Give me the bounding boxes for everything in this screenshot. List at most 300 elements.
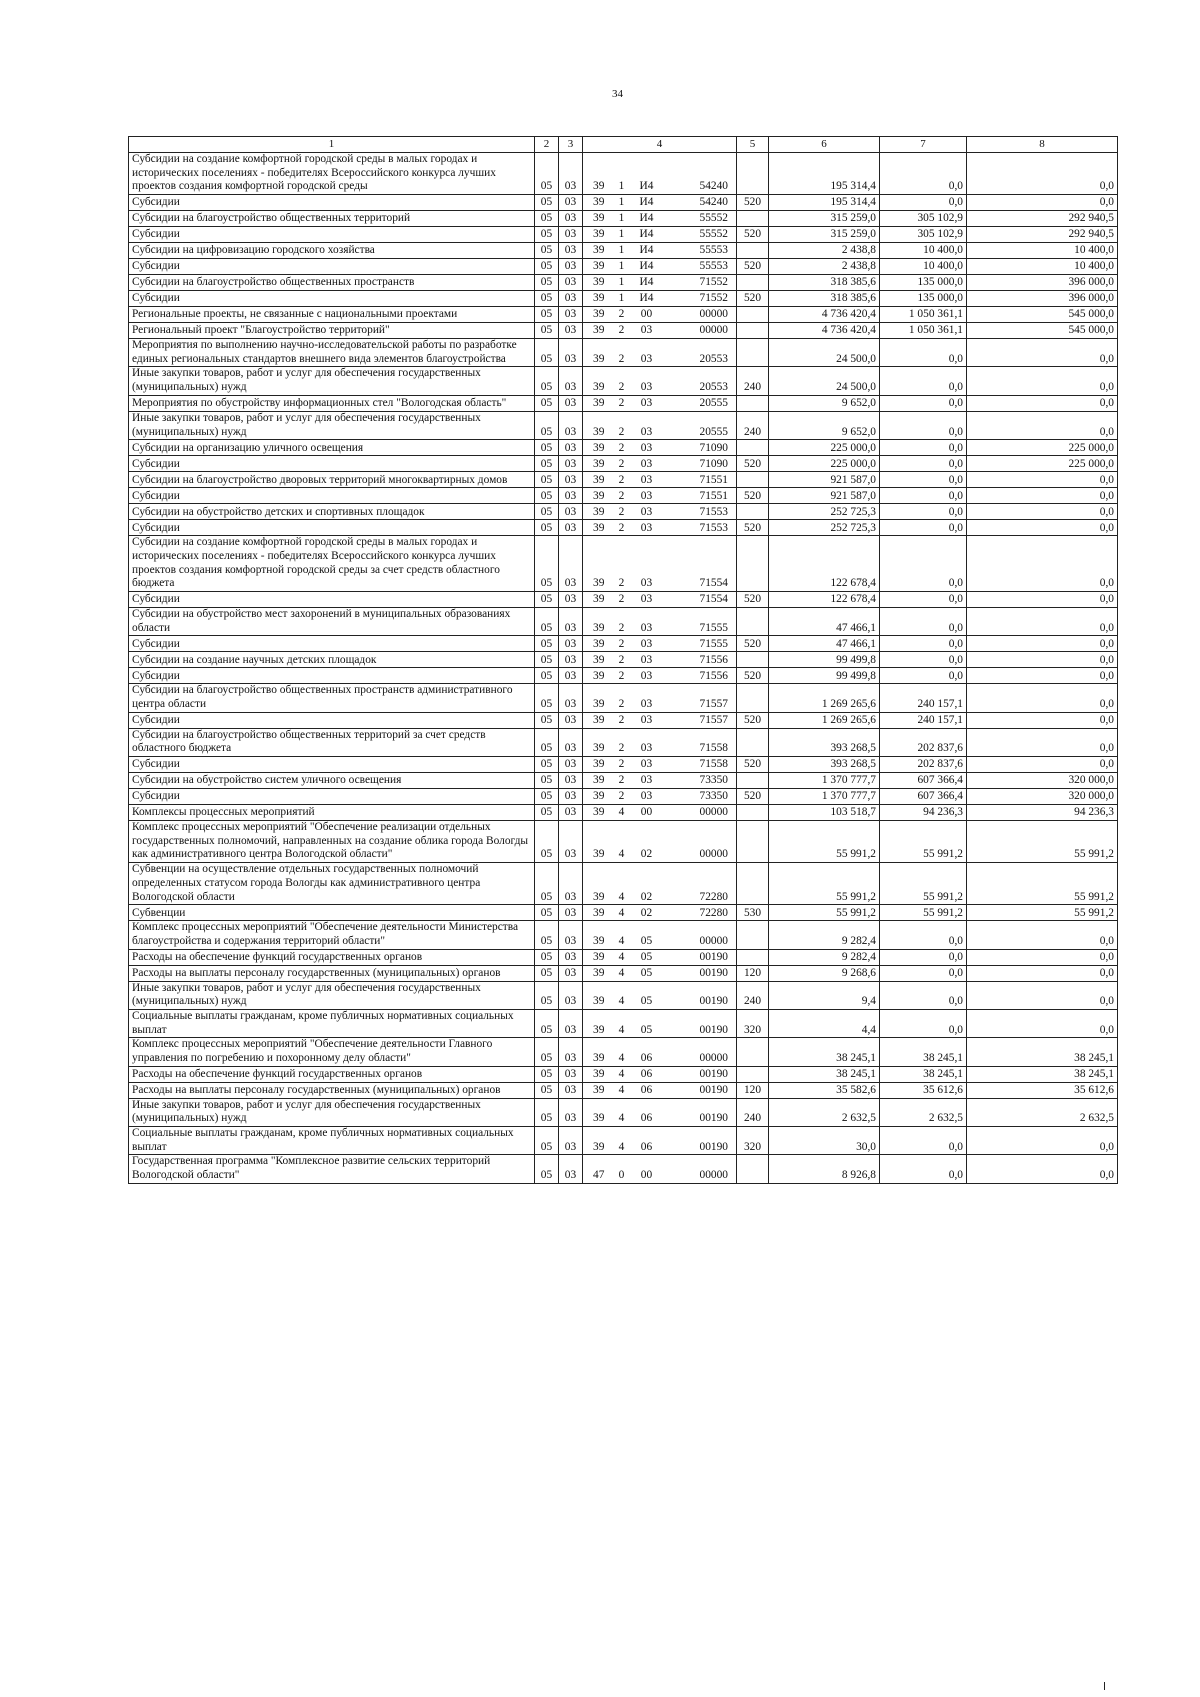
cell-subprogram: 2 [611,591,633,607]
cell-subprogram: 4 [611,965,633,981]
cell-podrazdel: 03 [559,636,583,652]
cell-amount-3: 0,0 [967,367,1118,395]
cell-amount-1: 315 259,0 [769,227,880,243]
cell-direction: 71558 [661,728,737,756]
cell-direction: 71557 [661,712,737,728]
cell-amount-3: 0,0 [967,195,1118,211]
table-row [129,488,1118,504]
scan-edge-mark [1104,1682,1105,1690]
cell-program: 39 [583,259,611,275]
cell-project: 06 [633,1098,661,1126]
cell-amount-2: 0,0 [880,504,967,520]
table-row [129,921,1118,949]
cell-project: 02 [633,821,661,863]
cell-amount-3: 0,0 [967,712,1118,728]
cell-razdel: 05 [535,965,559,981]
cell-subprogram: 4 [611,1066,633,1082]
cell-razdel: 05 [535,591,559,607]
cell-amount-3: 292 940,5 [967,227,1118,243]
cell-expense-type [737,440,769,456]
cell-subprogram: 4 [611,1038,633,1066]
row-name: Комплекс процессных мероприятий "Обеспечение реализации отдельных государственных полномочий, направленных на создание облика города Вологды как административного центра Вологодской области" [129,821,535,863]
cell-podrazdel: 03 [559,339,583,367]
cell-direction: 20555 [661,395,737,411]
cell-program: 39 [583,668,611,684]
row-name: Расходы на обеспечение функций государственных органов [129,949,535,965]
cell-podrazdel: 03 [559,259,583,275]
cell-expense-type: 530 [737,905,769,921]
cell-amount-3: 0,0 [967,921,1118,949]
cell-expense-type: 520 [737,227,769,243]
table-row [129,773,1118,789]
cell-amount-1: 47 466,1 [769,636,880,652]
cell-program: 39 [583,821,611,863]
cell-podrazdel: 03 [559,921,583,949]
table-row [129,520,1118,536]
cell-amount-2: 0,0 [880,949,967,965]
cell-amount-2: 0,0 [880,981,967,1009]
cell-program: 39 [583,949,611,965]
cell-direction: 00190 [661,965,737,981]
cell-program: 39 [583,395,611,411]
cell-razdel: 05 [535,636,559,652]
cell-project: 03 [633,757,661,773]
table-row [129,456,1118,472]
row-name: Субсидии [129,591,535,607]
cell-program: 39 [583,965,611,981]
header-cell: 2 [535,137,559,153]
table-row [129,440,1118,456]
cell-project: И4 [633,153,661,195]
cell-amount-2: 1 050 361,1 [880,323,967,339]
cell-razdel: 05 [535,411,559,439]
row-name: Государственная программа "Комплексное развитие сельских территорий Вологодской области" [129,1155,535,1183]
row-name: Субсидии на создание научных детских площадок [129,652,535,668]
row-name: Субвенции на осуществление отдельных государственных полномочий определенных статусом города Вологды как административного центра Вологодской области [129,863,535,905]
cell-amount-2: 0,0 [880,1127,967,1155]
row-name: Социальные выплаты гражданам, кроме публичных нормативных социальных выплат [129,1127,535,1155]
cell-program: 39 [583,636,611,652]
cell-razdel: 05 [535,712,559,728]
cell-project: И4 [633,259,661,275]
table-row [129,712,1118,728]
cell-podrazdel: 03 [559,789,583,805]
cell-direction: 00190 [661,1066,737,1082]
row-name: Расходы на выплаты персоналу государственных (муниципальных) органов [129,1082,535,1098]
row-name: Региональные проекты, не связанные с национальными проектами [129,307,535,323]
cell-amount-2: 0,0 [880,395,967,411]
cell-direction: 00190 [661,981,737,1009]
cell-podrazdel: 03 [559,243,583,259]
cell-subprogram: 4 [611,821,633,863]
cell-amount-2: 0,0 [880,195,967,211]
cell-amount-1: 2 438,8 [769,243,880,259]
cell-expense-type: 520 [737,668,769,684]
cell-program: 39 [583,291,611,307]
row-name: Субсидии [129,488,535,504]
cell-razdel: 05 [535,395,559,411]
cell-expense-type: 320 [737,1009,769,1037]
cell-amount-1: 30,0 [769,1127,880,1155]
cell-razdel: 05 [535,504,559,520]
cell-amount-3: 38 245,1 [967,1066,1118,1082]
cell-razdel: 05 [535,275,559,291]
cell-subprogram: 2 [611,636,633,652]
cell-amount-1: 24 500,0 [769,367,880,395]
cell-direction: 55553 [661,243,737,259]
cell-expense-type: 520 [737,291,769,307]
table-row [129,411,1118,439]
cell-razdel: 05 [535,921,559,949]
cell-razdel: 05 [535,307,559,323]
cell-razdel: 05 [535,1066,559,1082]
cell-razdel: 05 [535,652,559,668]
cell-razdel: 05 [535,607,559,635]
cell-amount-3: 396 000,0 [967,275,1118,291]
cell-razdel: 05 [535,488,559,504]
cell-podrazdel: 03 [559,591,583,607]
cell-subprogram: 4 [611,1127,633,1155]
row-name: Субсидии [129,668,535,684]
cell-subprogram: 2 [611,323,633,339]
cell-amount-1: 318 385,6 [769,275,880,291]
cell-expense-type [737,243,769,259]
cell-amount-2: 0,0 [880,367,967,395]
cell-expense-type [737,821,769,863]
cell-amount-1: 122 678,4 [769,536,880,592]
cell-subprogram: 1 [611,259,633,275]
cell-subprogram: 1 [611,211,633,227]
row-name: Иные закупки товаров, работ и услуг для обеспечения государственных (муниципальных) нужд [129,981,535,1009]
cell-amount-3: 0,0 [967,395,1118,411]
cell-project: 03 [633,773,661,789]
cell-program: 39 [583,504,611,520]
cell-direction: 00000 [661,1038,737,1066]
cell-podrazdel: 03 [559,504,583,520]
cell-subprogram: 1 [611,153,633,195]
cell-amount-2: 10 400,0 [880,259,967,275]
cell-subprogram: 2 [611,488,633,504]
row-name: Субсидии [129,456,535,472]
cell-project: И4 [633,227,661,243]
cell-program: 39 [583,712,611,728]
cell-amount-2: 0,0 [880,472,967,488]
cell-project: 06 [633,1038,661,1066]
cell-amount-1: 38 245,1 [769,1066,880,1082]
cell-program: 39 [583,591,611,607]
cell-amount-1: 9 282,4 [769,921,880,949]
cell-podrazdel: 03 [559,981,583,1009]
cell-direction: 00190 [661,1098,737,1126]
cell-podrazdel: 03 [559,1155,583,1183]
cell-podrazdel: 03 [559,227,583,243]
cell-expense-type: 240 [737,1098,769,1126]
cell-subprogram: 2 [611,395,633,411]
cell-subprogram: 2 [611,411,633,439]
cell-program: 39 [583,520,611,536]
cell-amount-3: 0,0 [967,504,1118,520]
cell-amount-3: 0,0 [967,965,1118,981]
cell-amount-1: 393 268,5 [769,757,880,773]
cell-subprogram: 4 [611,905,633,921]
cell-expense-type: 520 [737,259,769,275]
cell-program: 39 [583,728,611,756]
cell-program: 39 [583,1009,611,1037]
table-row [129,905,1118,921]
table-row [129,259,1118,275]
cell-amount-2: 0,0 [880,411,967,439]
cell-subprogram: 2 [611,339,633,367]
table-row [129,805,1118,821]
cell-expense-type [737,1066,769,1082]
cell-project: 06 [633,1066,661,1082]
cell-subprogram: 1 [611,243,633,259]
row-name: Субсидии [129,636,535,652]
cell-amount-2: 38 245,1 [880,1038,967,1066]
cell-subprogram: 4 [611,1098,633,1126]
cell-razdel: 05 [535,805,559,821]
cell-amount-2: 0,0 [880,440,967,456]
table-row [129,339,1118,367]
row-name: Субсидии [129,259,535,275]
cell-program: 39 [583,307,611,323]
cell-amount-2: 0,0 [880,520,967,536]
cell-podrazdel: 03 [559,1098,583,1126]
cell-program: 39 [583,195,611,211]
row-name: Мероприятия по обустройству информационных стел "Вологодская область" [129,395,535,411]
cell-razdel: 05 [535,259,559,275]
cell-subprogram: 2 [611,536,633,592]
cell-program: 39 [583,684,611,712]
cell-subprogram: 4 [611,921,633,949]
cell-program: 39 [583,275,611,291]
cell-direction: 00190 [661,1127,737,1155]
cell-razdel: 05 [535,243,559,259]
cell-podrazdel: 03 [559,536,583,592]
row-name: Комплекс процессных мероприятий "Обеспечение деятельности Главного управления по погребению и похоронному делу области" [129,1038,535,1066]
table-row [129,323,1118,339]
cell-direction: 71555 [661,636,737,652]
cell-amount-1: 9 282,4 [769,949,880,965]
cell-podrazdel: 03 [559,195,583,211]
cell-expense-type [737,153,769,195]
cell-razdel: 05 [535,211,559,227]
cell-subprogram: 2 [611,607,633,635]
cell-direction: 71552 [661,275,737,291]
cell-podrazdel: 03 [559,821,583,863]
cell-amount-1: 8 926,8 [769,1155,880,1183]
cell-direction: 71556 [661,652,737,668]
cell-direction: 20553 [661,367,737,395]
cell-amount-2: 38 245,1 [880,1066,967,1082]
cell-project: 03 [633,504,661,520]
header-cell: 7 [880,137,967,153]
cell-razdel: 05 [535,367,559,395]
cell-razdel: 05 [535,440,559,456]
row-name: Субсидии на создание комфортной городской среды в малых городах и исторических поселениях - победителях Всероссийского конкурса лучших проектов создания комфортной городской среды за счет средств областного бюджета [129,536,535,592]
cell-program: 39 [583,488,611,504]
cell-direction: 00000 [661,1155,737,1183]
cell-amount-3: 0,0 [967,472,1118,488]
cell-amount-2: 0,0 [880,965,967,981]
cell-program: 39 [583,773,611,789]
row-name: Расходы на обеспечение функций государственных органов [129,1066,535,1082]
cell-expense-type: 520 [737,456,769,472]
cell-amount-3: 0,0 [967,488,1118,504]
cell-amount-3: 0,0 [967,1009,1118,1037]
cell-amount-2: 607 366,4 [880,789,967,805]
cell-expense-type [737,652,769,668]
cell-podrazdel: 03 [559,863,583,905]
cell-amount-2: 10 400,0 [880,243,967,259]
cell-amount-1: 195 314,4 [769,195,880,211]
cell-amount-3: 55 991,2 [967,863,1118,905]
cell-podrazdel: 03 [559,472,583,488]
cell-amount-1: 1 269 265,6 [769,712,880,728]
table-row [129,307,1118,323]
cell-direction: 00000 [661,821,737,863]
cell-expense-type [737,949,769,965]
cell-amount-3: 10 400,0 [967,243,1118,259]
cell-project: 03 [633,636,661,652]
cell-expense-type: 240 [737,411,769,439]
cell-program: 39 [583,440,611,456]
cell-amount-1: 225 000,0 [769,440,880,456]
table-row [129,757,1118,773]
cell-direction: 55552 [661,211,737,227]
cell-subprogram: 1 [611,275,633,291]
table-row [129,367,1118,395]
table-row [129,291,1118,307]
table-row [129,211,1118,227]
cell-amount-1: 24 500,0 [769,339,880,367]
table-row [129,1127,1118,1155]
row-name: Субсидии на благоустройство общественных пространств административного центра области [129,684,535,712]
cell-razdel: 05 [535,1009,559,1037]
cell-direction: 71557 [661,684,737,712]
cell-amount-1: 1 370 777,7 [769,773,880,789]
cell-subprogram: 2 [611,456,633,472]
cell-amount-2: 1 050 361,1 [880,307,967,323]
table-row [129,591,1118,607]
cell-program: 39 [583,789,611,805]
cell-direction: 00190 [661,949,737,965]
cell-amount-1: 103 518,7 [769,805,880,821]
cell-amount-3: 0,0 [967,981,1118,1009]
cell-program: 39 [583,339,611,367]
cell-project: 03 [633,456,661,472]
cell-direction: 71558 [661,757,737,773]
cell-subprogram: 4 [611,805,633,821]
row-name: Субсидии [129,789,535,805]
cell-program: 39 [583,921,611,949]
cell-podrazdel: 03 [559,905,583,921]
cell-podrazdel: 03 [559,395,583,411]
row-name: Социальные выплаты гражданам, кроме публичных нормативных социальных выплат [129,1009,535,1037]
cell-expense-type [737,323,769,339]
cell-subprogram: 2 [611,668,633,684]
cell-expense-type [737,684,769,712]
cell-amount-3: 0,0 [967,411,1118,439]
cell-amount-3: 38 245,1 [967,1038,1118,1066]
cell-razdel: 05 [535,789,559,805]
cell-amount-1: 252 725,3 [769,520,880,536]
cell-razdel: 05 [535,905,559,921]
cell-direction: 71551 [661,472,737,488]
cell-project: 03 [633,668,661,684]
cell-podrazdel: 03 [559,684,583,712]
cell-amount-2: 0,0 [880,607,967,635]
cell-amount-1: 9,4 [769,981,880,1009]
cell-program: 39 [583,805,611,821]
cell-expense-type [737,536,769,592]
row-name: Комплекс процессных мероприятий "Обеспечение деятельности Министерства благоустройства и содержания территорий области" [129,921,535,949]
cell-project: 02 [633,863,661,905]
cell-project: 03 [633,607,661,635]
table-row [129,1038,1118,1066]
cell-direction: 71552 [661,291,737,307]
cell-razdel: 05 [535,757,559,773]
cell-amount-3: 94 236,3 [967,805,1118,821]
cell-project: 05 [633,921,661,949]
table-row [129,536,1118,592]
table-row [129,607,1118,635]
budget-table [128,136,1118,1184]
cell-razdel: 05 [535,472,559,488]
row-name: Субсидии на благоустройство общественных пространств [129,275,535,291]
cell-project: 00 [633,1155,661,1183]
cell-amount-3: 55 991,2 [967,905,1118,921]
cell-subprogram: 2 [611,684,633,712]
cell-expense-type: 520 [737,757,769,773]
cell-expense-type: 320 [737,1127,769,1155]
table-row [129,504,1118,520]
cell-amount-1: 55 991,2 [769,905,880,921]
cell-project: 03 [633,411,661,439]
cell-amount-1: 921 587,0 [769,472,880,488]
cell-program: 39 [583,227,611,243]
cell-amount-2: 305 102,9 [880,211,967,227]
cell-subprogram: 1 [611,291,633,307]
cell-podrazdel: 03 [559,712,583,728]
cell-program: 39 [583,607,611,635]
cell-subprogram: 4 [611,1082,633,1098]
cell-podrazdel: 03 [559,1038,583,1066]
table-row [129,395,1118,411]
cell-amount-3: 0,0 [967,668,1118,684]
row-name: Субсидии на обустройство детских и спортивных площадок [129,504,535,520]
row-name: Иные закупки товаров, работ и услуг для обеспечения государственных (муниципальных) нужд [129,1098,535,1126]
cell-project: 05 [633,949,661,965]
table-row [129,1082,1118,1098]
cell-expense-type [737,211,769,227]
cell-amount-2: 35 612,6 [880,1082,967,1098]
cell-project: 06 [633,1127,661,1155]
cell-amount-3: 0,0 [967,757,1118,773]
row-name: Расходы на выплаты персоналу государственных (муниципальных) органов [129,965,535,981]
cell-project: И4 [633,243,661,259]
cell-expense-type: 520 [737,520,769,536]
cell-direction: 71555 [661,607,737,635]
cell-razdel: 05 [535,153,559,195]
cell-subprogram: 2 [611,520,633,536]
cell-program: 39 [583,456,611,472]
cell-razdel: 05 [535,323,559,339]
cell-amount-2: 2 632,5 [880,1098,967,1126]
cell-amount-1: 55 991,2 [769,863,880,905]
cell-program: 39 [583,472,611,488]
cell-program: 39 [583,243,611,259]
